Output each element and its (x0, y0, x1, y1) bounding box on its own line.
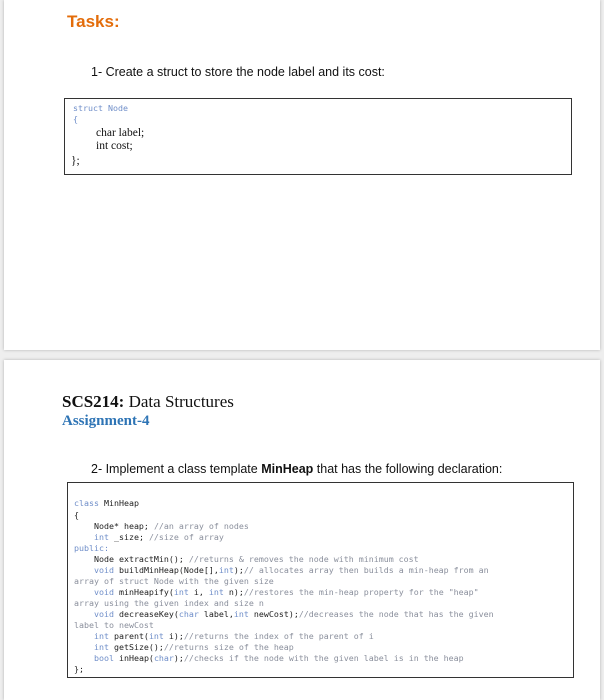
code-line: void minHeapify(int i, int n);//restores the min-heap property for the "heap" (74, 587, 479, 597)
course-title (62, 392, 234, 412)
code-line: array of struct Node with the given size (74, 576, 274, 586)
task-2-suffix: that has the following declaration: (313, 462, 503, 476)
course-name: Data Structures (124, 392, 234, 411)
code-line: int getSize();//returns size of the heap (74, 642, 294, 652)
code-line: }; (74, 664, 84, 674)
code-line: { (74, 510, 79, 520)
code-line: bool inHeap(char);//checks if the node with the given label is in the heap (74, 653, 464, 663)
code-line: Node extractMin(); //returns & removes the node with minimum cost (74, 554, 419, 564)
task-2-prefix: 2- Implement a class template (91, 462, 262, 476)
code-line: void buildMinHeap(Node[],int);// allocates array then builds a min-heap from an (74, 565, 489, 575)
code-line: struct Node (73, 103, 128, 113)
code-line: { (73, 114, 78, 124)
code-line: char label; (96, 127, 145, 139)
struct-code-box (64, 98, 572, 175)
task-2-class-name: MinHeap (261, 462, 314, 476)
code-line: label to newCost (74, 620, 154, 630)
task-1-text: 1- Create a struct to store the node label and its cost: (91, 65, 385, 79)
task-2-text (91, 462, 502, 476)
code-line: }; (71, 155, 80, 167)
tasks-heading: Tasks: (67, 12, 120, 31)
code-line: void decreaseKey(char label,int newCost);//decreases the node that has the given (74, 609, 494, 619)
code-line: int parent(int i);//returns the index of the parent of i (74, 631, 374, 641)
assignment-title: Assignment-4 (62, 413, 150, 429)
document-page-1 (4, 0, 600, 350)
code-line: array using the given index and size n (74, 598, 264, 608)
class-code-box (67, 482, 574, 678)
code-line: class MinHeap (74, 498, 139, 508)
course-code: SCS214: (62, 392, 125, 411)
code-line: int _size; //size of array (74, 532, 224, 542)
code-line: int cost; (96, 140, 133, 152)
document-page-2 (4, 360, 600, 700)
code-line: Node* heap; //an array of nodes (74, 521, 249, 531)
code-line: public: (74, 543, 109, 553)
